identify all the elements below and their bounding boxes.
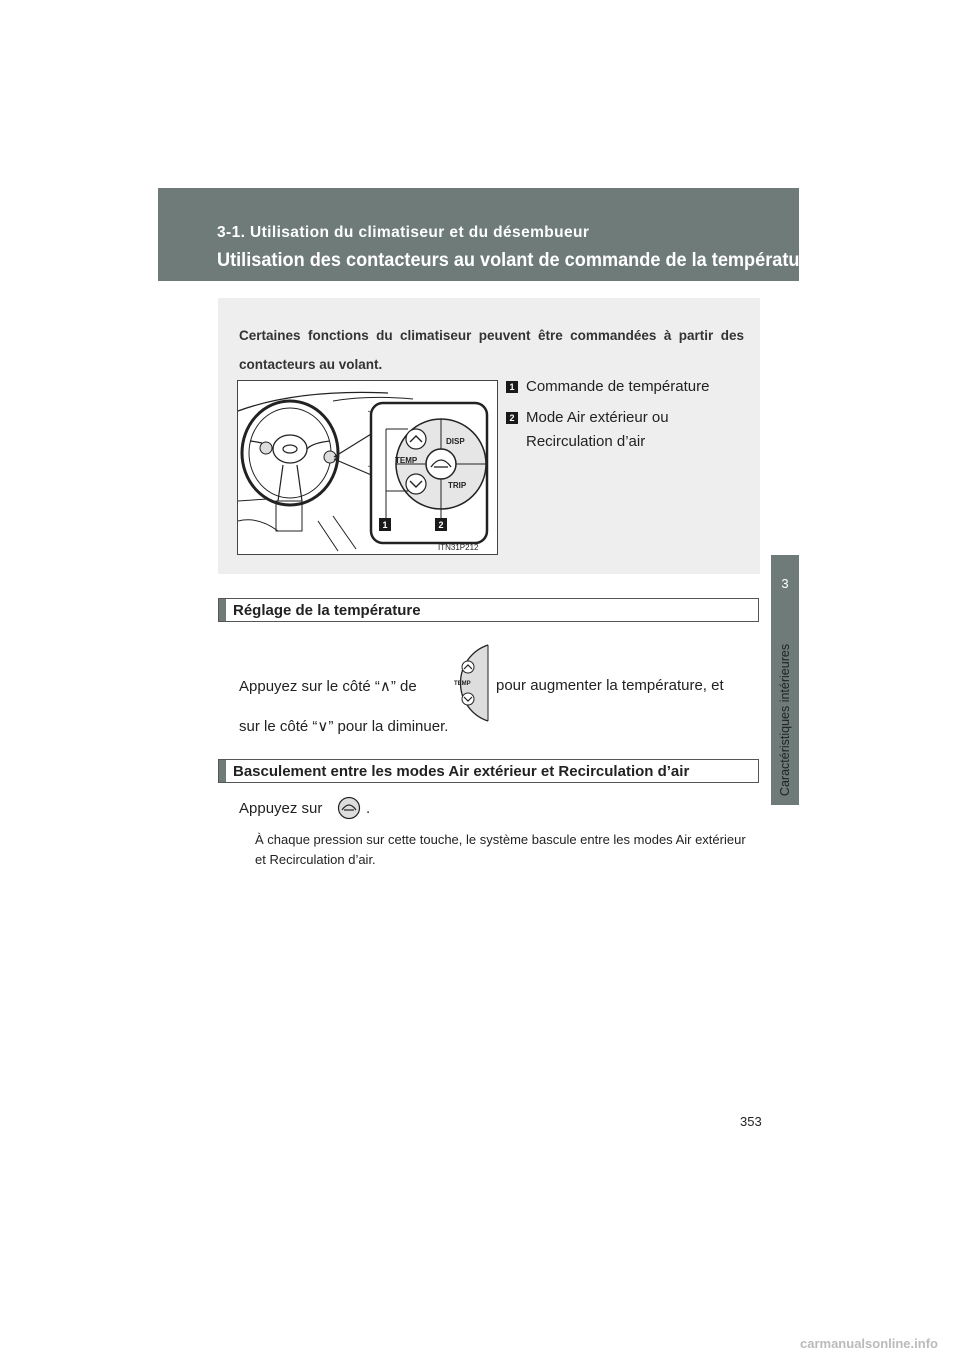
chapter-header [158, 188, 817, 281]
legend-item-2 [506, 406, 756, 454]
legend-mark-2: 2 [506, 412, 518, 424]
heading-tick [219, 599, 226, 621]
air-instruction-part1: Appuyez sur [239, 800, 323, 817]
section-heading-air-mode [218, 759, 759, 783]
temp-instruction-part2: pour augmenter la température, et [496, 677, 724, 694]
legend-item-1 [506, 375, 756, 399]
heading-label: Basculement entre les modes Air extérieur et Recirculation d’air [233, 763, 690, 780]
temp-instruction-line2: sur le côté “∨” pour la diminuer. [239, 718, 449, 735]
disp-switch-label: DISP [446, 437, 465, 446]
heading-tick [219, 760, 226, 782]
summary-text: Certaines fonctions du climatiseur peuvent être commandées à partir des contacteurs au volant. [239, 328, 744, 372]
air-instruction-part2: . [366, 800, 371, 817]
heading-label: Réglage de la température [233, 602, 421, 619]
legend-label-2: Mode Air extérieur ou Recirculation d’air [526, 409, 669, 450]
temp-switch-icon [444, 643, 490, 728]
legend-label-1: Commande de température [526, 378, 710, 395]
steering-switch-figure [237, 380, 498, 555]
chapter-label: Caractéristiques intérieures [778, 643, 792, 797]
callout-2: 2 [438, 520, 444, 530]
figure-legend [506, 375, 756, 454]
temp-instruction-part1: Appuyez sur le côté “∧” de [239, 678, 417, 695]
temp-icon-label: TEMP [454, 681, 471, 687]
trip-switch-label: TRIP [448, 481, 467, 490]
chapter-number: 3 [781, 576, 789, 591]
page-number: 353 [740, 1114, 762, 1129]
air-mode-note: À chaque pression sur cette touche, le système bascule entre les modes Air extérieur et Recirculation d’air. [255, 832, 746, 867]
watermark: carmanualsonline.info [800, 1336, 938, 1351]
recirculation-button-icon [337, 796, 361, 825]
steering-wheel-illustration [238, 381, 498, 555]
callout-1: 1 [382, 520, 388, 530]
page-title: Utilisation des contacteurs au volant de commande de la température [217, 249, 817, 271]
section-title: 3-1. Utilisation du climatiseur et du désembueur [217, 224, 590, 241]
temp-switch-label: TEMP [395, 456, 418, 465]
legend-mark-1: 1 [506, 381, 518, 393]
section-heading-temperature [218, 598, 759, 622]
figure-code: ITN31P212 [438, 543, 479, 552]
